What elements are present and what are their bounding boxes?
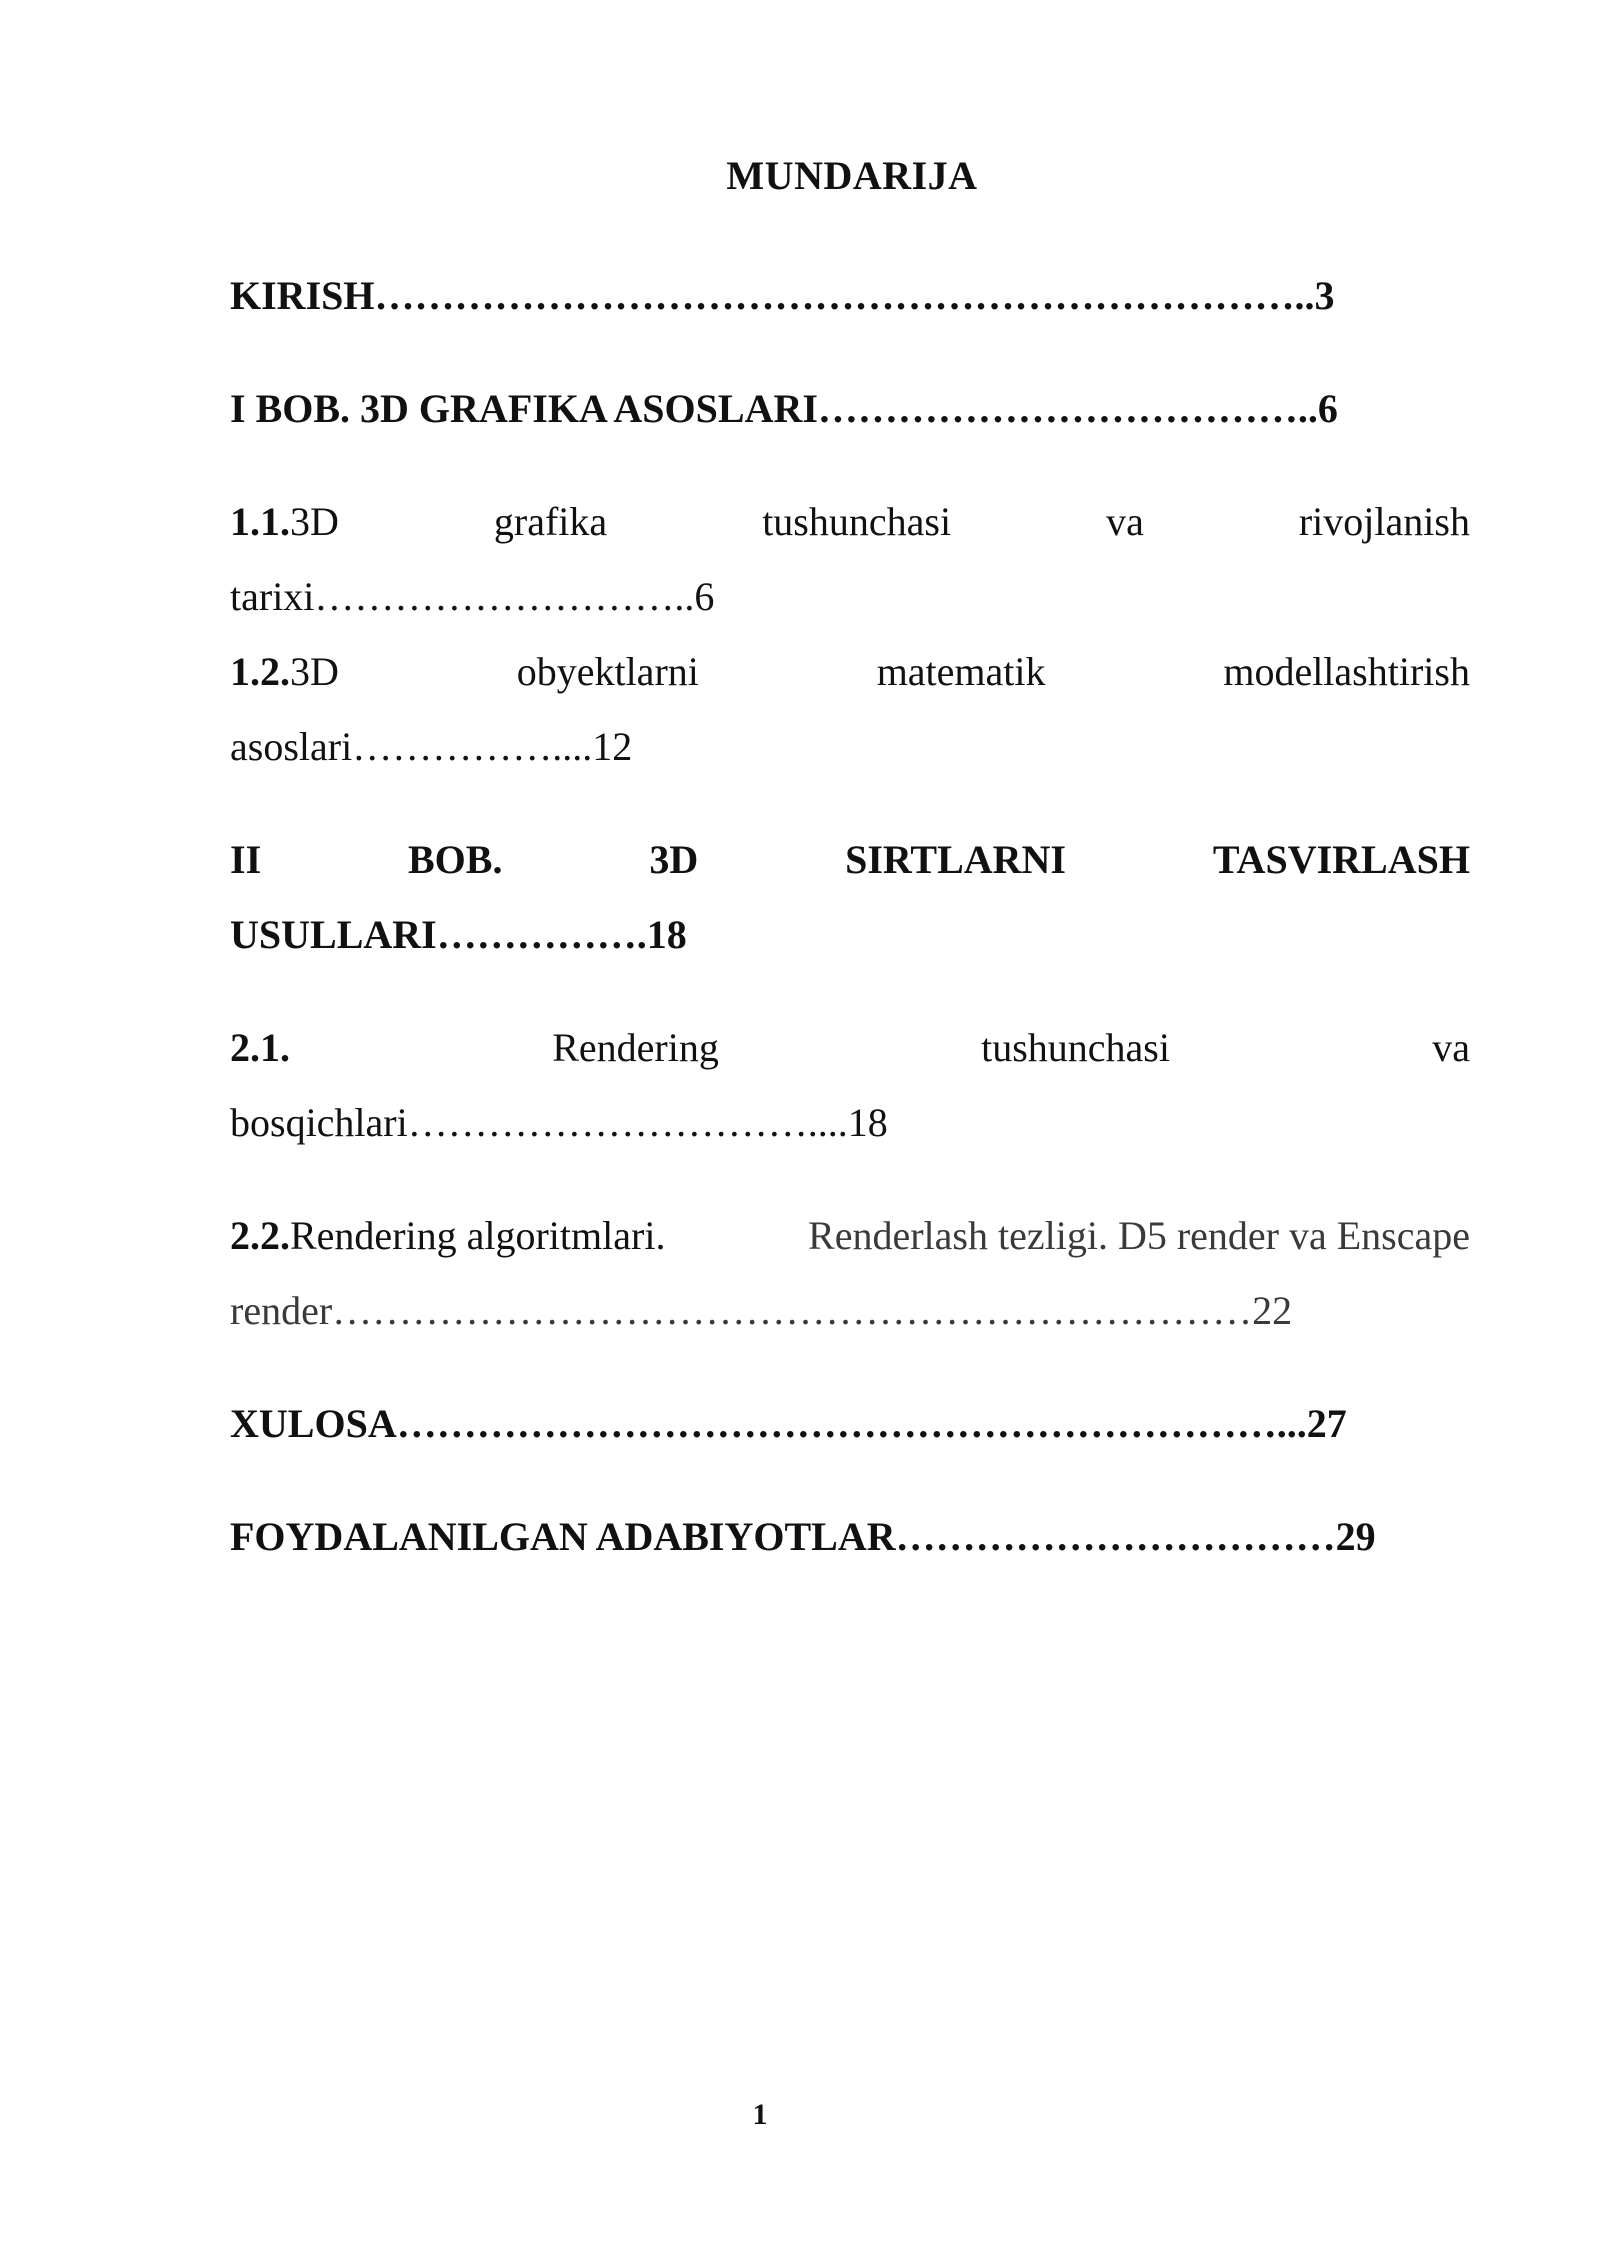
- toc-entry-1-1-word: grafika: [493, 499, 608, 544]
- toc-entry-2-1-line1: [230, 1010, 1470, 1085]
- toc-entry-1-2-first: [230, 634, 339, 709]
- toc-entry-2-1-number: 2.1.: [230, 1025, 290, 1070]
- toc-entry-1-1-word: 3D: [290, 499, 339, 544]
- toc-entry-1-1-word: tushunchasi: [762, 499, 952, 544]
- toc-entry-1-2-number: 1.2.: [230, 649, 290, 694]
- toc-entry-1-1[interactable]: [230, 484, 1470, 634]
- toc-entry-bob2-line1: [230, 822, 1470, 897]
- toc-entry-2-1-word: tushunchasi: [981, 1025, 1170, 1070]
- toc-entry-1-2-tail: asoslari……………....12: [230, 724, 633, 769]
- toc-entry-2-1[interactable]: [230, 1010, 1470, 1160]
- toc-entry-1-1-word: va: [1106, 499, 1144, 544]
- toc-entry-2-1-tail: bosqichlari…………………………....18: [230, 1100, 888, 1145]
- toc-entry-2-2-line1: [230, 1198, 1470, 1273]
- toc-entry-2-1-word: va: [1432, 1025, 1470, 1070]
- toc-entry-2-2-text-b: Renderlash tezligi. D5 render va Enscape: [808, 1213, 1470, 1258]
- page-title: MUNDARIJA: [726, 153, 978, 198]
- toc-entry-bob2-tail: USULLARI…………….18: [230, 912, 687, 957]
- toc-entry-2-2-text-a: Rendering algoritmlari.: [290, 1213, 666, 1258]
- toc-entry-1-1-number: 1.1.: [230, 499, 290, 544]
- page-number: 1: [752, 2098, 768, 2131]
- toc-entry-2-2-number: 2.2.: [230, 1213, 290, 1258]
- toc-entry-bob2[interactable]: [230, 822, 1470, 972]
- toc-entry-bob2-word: 3D: [649, 837, 699, 882]
- toc-entry-1-2-word: modellashtirish: [1223, 649, 1470, 694]
- table-of-contents: [230, 258, 1470, 1574]
- toc-entry-bob2-word: BOB.: [408, 837, 503, 882]
- toc-entry-1-1-word: rivojlanish: [1298, 499, 1470, 544]
- toc-entry-1-1-line1: [230, 484, 1470, 559]
- toc-entry-kirish[interactable]: KIRISH……………………………………………………………..3: [230, 273, 1335, 318]
- toc-entry-1-2-line1: [230, 634, 1470, 709]
- toc-entry-1-2-word: obyektlarni: [516, 649, 699, 694]
- toc-entry-1-2[interactable]: [230, 634, 1470, 784]
- toc-entry-xulosa[interactable]: XULOSA…………………………………………………………...27: [230, 1401, 1347, 1446]
- toc-entry-2-1-word: Rendering: [552, 1025, 719, 1070]
- toc-entry-bob2-word: TASVIRLASH: [1212, 837, 1470, 882]
- toc-entry-1-2-word: 3D: [290, 649, 339, 694]
- toc-entry-adabiyotlar[interactable]: FOYDALANILGAN ADABIYOTLAR……………………………29: [230, 1514, 1376, 1559]
- toc-entry-1-2-word: matematik: [876, 649, 1046, 694]
- toc-entry-bob2-word: SIRTLARNI: [845, 837, 1066, 882]
- toc-entry-bob1[interactable]: I BOB. 3D GRAFIKA ASOSLARI………………………………..6: [230, 386, 1338, 431]
- toc-entry-bob2-word: II: [230, 837, 262, 882]
- toc-entry-2-2-first: [230, 1198, 665, 1273]
- toc-entry-2-2[interactable]: [230, 1198, 1470, 1348]
- toc-entry-1-1-tail: tarixi………………………..6: [230, 574, 715, 619]
- toc-entry-1-1-first: [230, 484, 339, 559]
- toc-entry-2-2-tail: render……………………………………………………………22: [230, 1288, 1293, 1333]
